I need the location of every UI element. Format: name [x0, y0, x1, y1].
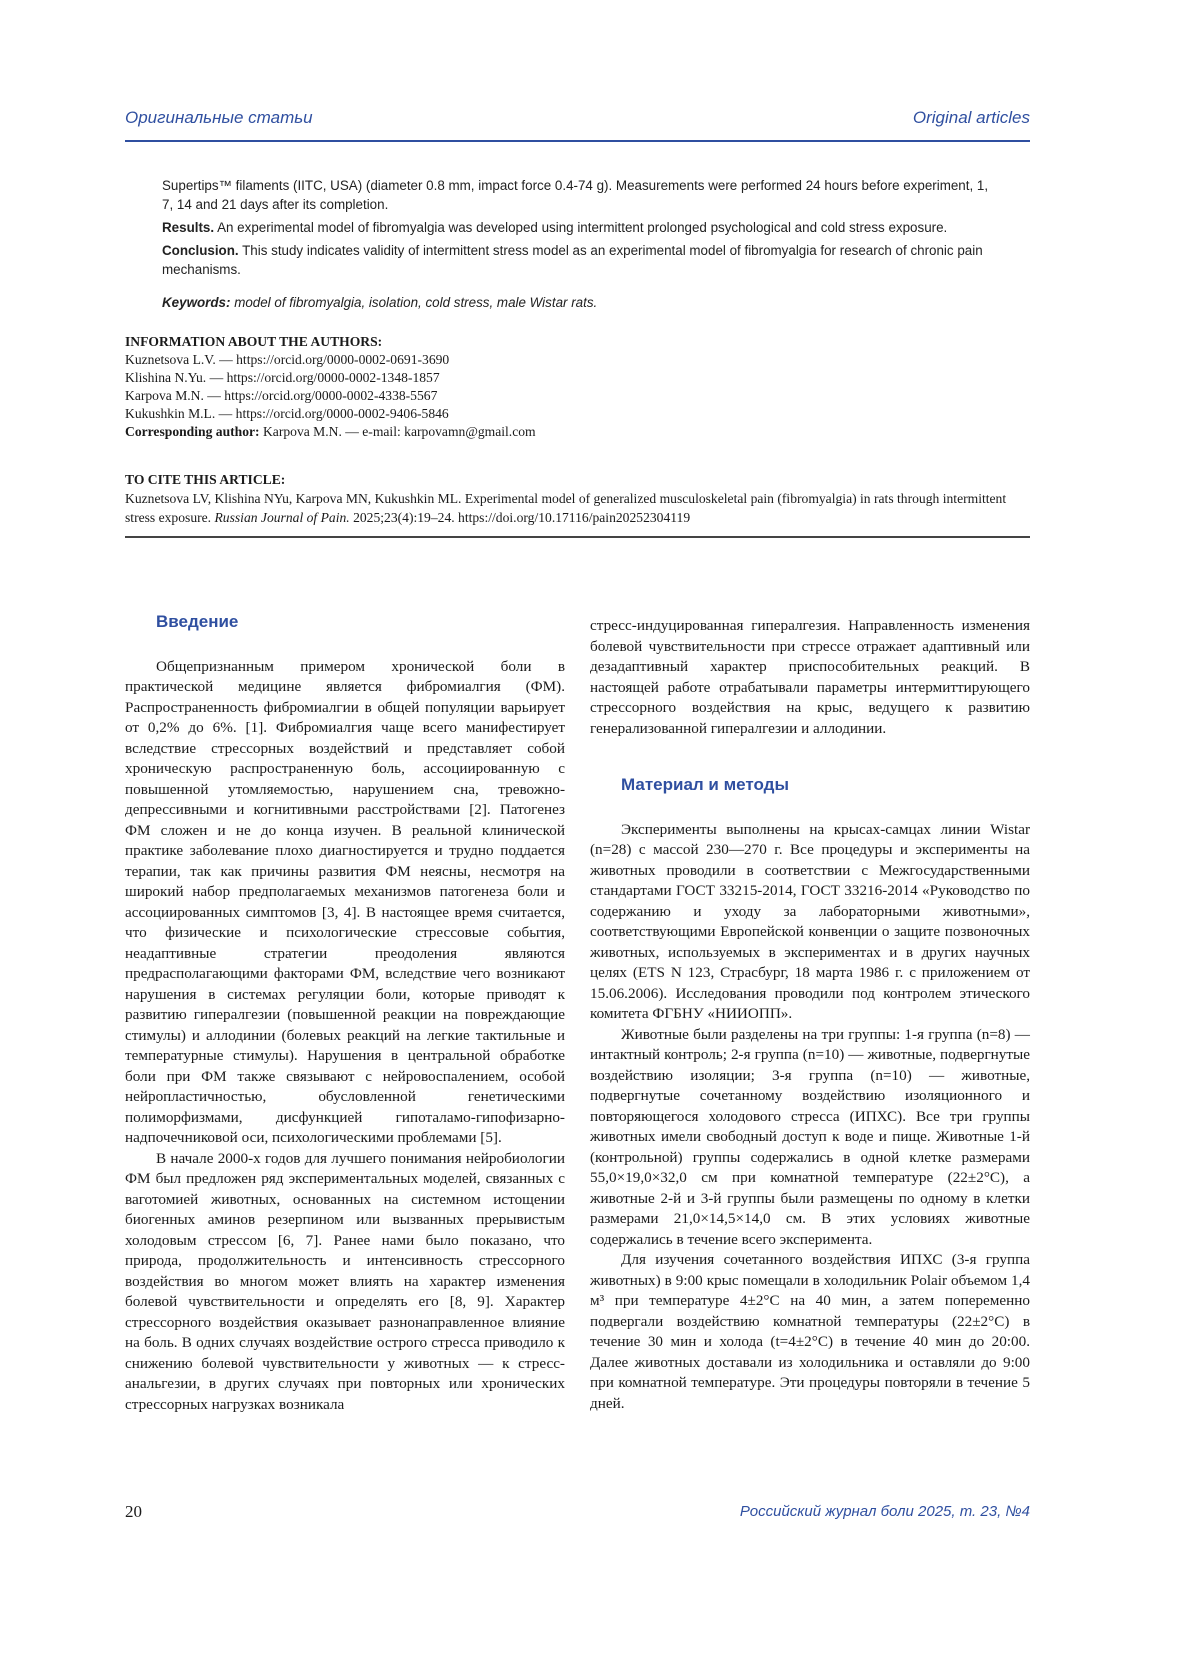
authors-heading: INFORMATION ABOUT THE AUTHORS: — [125, 334, 383, 349]
conclusion-label: Conclusion. — [162, 243, 239, 258]
methods-paragraph-2: Животные были разделены на три группы: 1-я группа (n=8) — интактный контроль; 2-я группа (n=10) — животные, подвергнутые воздействию изоляции; 3-я группа (n=10) — животные, подвергнутые сочетанному воздействию изоляционного и повторяющегося холодового стресса (ИПХС). Все три группы животных имели свободный доступ к воде и пище. Животные 1-й (контрольной) группы содержались в одной клетке размерами 55,0×19,0×32,0 см при комнатной температуре (22±2°С), а животные 2-й и 3-й группы были размещены по одному в клетки размерами 21,0×14,5×14,0 см. В этих условиях животные содержались в течение всего эксперимента. — [590, 1025, 1030, 1248]
intro-paragraph-1: Общепризнанным примером хронической боли в практической медицине является фибромиалгия (ФМ). Распространенность фибромиалгии в общей популяции варьирует от 0,2% до 6%. [1]. Фибромиалгия чаще всего манифестирует вследствие стрессорных воздействий и представляет собой хроническую распространенную боль, ассоциированную с повышенной утомляемостью, нарушением сна, тревожно-депрессивными и когнитивными расстройствами [2]. Патогенез ФМ сложен и не до конца изучен. В реальной клинической практике заболевание плохо диагностируется и трудно поддается терапии, так как причины развития ФМ неясны, несмотря на широкий набор предполагаемых механизмов патогенеза боли и ассоциированных симптомов [3, 4]. В настоящее время считается, что физические и психологические стрессовые события, неадаптивные стратегии преодоления являются предрасполагающими факторами ФМ, вследствие чего возникают нарушения в системах регуляции боли, которые приводят к развитию гипералгезии (повышенной реакции на повреждающие стимулы) и аллодинии (болевых реакций на легкие тактильные и температурные стимулы). Нарушения в центральной обработке боли при ФМ также связывают с нейровоспалением, особой нейропластичностью, обусловленной генетическими полиморфизмами, дисфункцией гипоталамо-гипофизарно-надпочечниковой оси, психологическими проблемами [5]. — [125, 657, 565, 1146]
intro-paragraph-3: стресс-индуцированная гипералгезия. Направленность изменения болевой чувствительности при стрессе отражает адаптивный или дезадаптивный характер приспособительных реакций. В настоящей работе отрабатывали параметры интермиттирующего стрессорного воздействия на крыс, ведущего к развитию генерализованной гипералгезии и аллодинии. — [590, 617, 1030, 737]
section-label-en: Original articles — [912, 108, 1030, 127]
cite-text-after: 2025;23(4):19–24. https://doi.org/10.17116/pain20252304119 — [349, 510, 691, 525]
author-line: Kukushkin M.L. — https://orcid.org/0000-0002-9406-5846 — [125, 406, 449, 421]
corresponding-author — [125, 423, 1030, 441]
section-label-ru: Оригинальные статьи — [125, 108, 313, 127]
abstract-results — [162, 218, 997, 237]
cite-text — [125, 489, 1030, 527]
citation-divider — [125, 536, 1030, 538]
intro-heading: Введение — [156, 612, 239, 631]
methods-heading: Материал и методы — [621, 775, 789, 794]
header-divider — [125, 140, 1030, 142]
abstract-block — [162, 176, 997, 316]
author-line: Klishina N.Yu. — https://orcid.org/0000-0002-1348-1857 — [125, 370, 440, 385]
abstract-keywords — [162, 293, 997, 312]
methods-paragraph-3: Для изучения сочетанного воздействия ИПХС (3-я группа животных) в 9:00 крыс помещали в холодильник Polair объемом 1,4 м³ при температуре 4±2°С на 40 мин, а затем попеременно подвергали воздействию комнатной температуры (22±2°С) в течение 30 мин и холода (t=4±2°С) в течение 40 мин до 20:00. Далее животных доставали из холодильника и оставляли до 9:00 при комнатной температуре. Эти процедуры повторяли в течение 5 дней. — [590, 1251, 1030, 1412]
cite-heading: TO CITE THIS ARTICLE: — [125, 472, 286, 487]
conclusion-text: This study indicates validity of intermittent stress model as an experimental model of fibromyalgia for research of chronic pain mechanisms. — [162, 243, 983, 277]
keywords-text: model of fibromyalgia, isolation, cold stress, male Wistar rats. — [230, 295, 598, 310]
abstract-conclusion — [162, 241, 997, 279]
keywords-label: Keywords: — [162, 295, 231, 310]
results-label: Results. — [162, 220, 215, 235]
page-number: 20 — [125, 1502, 142, 1521]
methods-paragraph-1: Эксперименты выполнены на крысах-самцах линии Wistar (n=28) с массой 230—270 г. Все процедуры и эксперименты на животных проводили в соответствии с Межгосударственными стандартами ГОСТ 33215-2014, ГОСТ 33216-2014 «Руководство по содержанию и уходу за лабораторными животными», соответствующими Европейской конвенции о защите позвоночных животных, используемых в экспериментах и в других научных целях (ETS N 123, Страсбург, 18 марта 1986 г. с приложением от 15.06.2006). Исследования проводили под контролем этического комитета ФГБНУ «НИИОПП». — [590, 820, 1030, 1022]
authors-info — [125, 333, 1030, 441]
author-line: Kuznetsova L.V. — https://orcid.org/0000-0002-0691-3690 — [125, 352, 450, 367]
cite-text-before: Kuznetsova LV, Klishina NYu, Karpova MN, Kukushkin ML. Experimental model of generalized musculoskeletal pain (fibromyalgia) in rats through intermittent stress exposure. — [125, 491, 1007, 525]
corresponding-label: Corresponding author: — [125, 424, 260, 439]
right-column — [590, 616, 1030, 1414]
abstract-methods-tail: Supertips™ filaments (IITC, USA) (diameter 0.8 mm, impact force 0.4-74 g). Measurements were performed 24 hours before experiment, 1, 7, 14 and 21 days after its completion. — [162, 178, 989, 212]
corresponding-text: Karpova M.N. — e-mail: karpovamn@gmail.com — [259, 424, 536, 439]
running-header — [125, 108, 1030, 134]
citation-block — [125, 470, 1030, 527]
author-line: Karpova M.N. — https://orcid.org/0000-0002-4338-5567 — [125, 388, 438, 403]
cite-journal: Russian Journal of Pain. — [214, 510, 350, 525]
left-column — [125, 612, 565, 1415]
results-text: An experimental model of fibromyalgia was developed using intermittent prolonged psychological and cold stress exposure. — [214, 220, 948, 235]
intro-paragraph-2: В начале 2000-х годов для лучшего понимания нейробиологии ФМ был предложен ряд экспериментальных моделей, связанных с ваготомией животных, основанных на системном истощении биогенных аминов резерпином или вызванных прерывистым холодовым стрессом [6, 7]. Ранее нами было показано, что природа, продолжительность и интенсивность стрессорного воздействия во многом может влиять на характер изменения болевой чувствительности и определять его [8, 9]. Характер стрессорного воздействия оказывает разнонаправленное влияние на боль. В одних случаях воздействие острого стресса приводило к снижению болевой чувствительности у животных — к стресс-анальгезии, в других случаях при повторных или хронических стрессорных нагрузках возникала — [125, 1149, 565, 1413]
journal-footer: Российский журнал боли 2025, т. 23, №4 — [739, 1503, 1030, 1520]
